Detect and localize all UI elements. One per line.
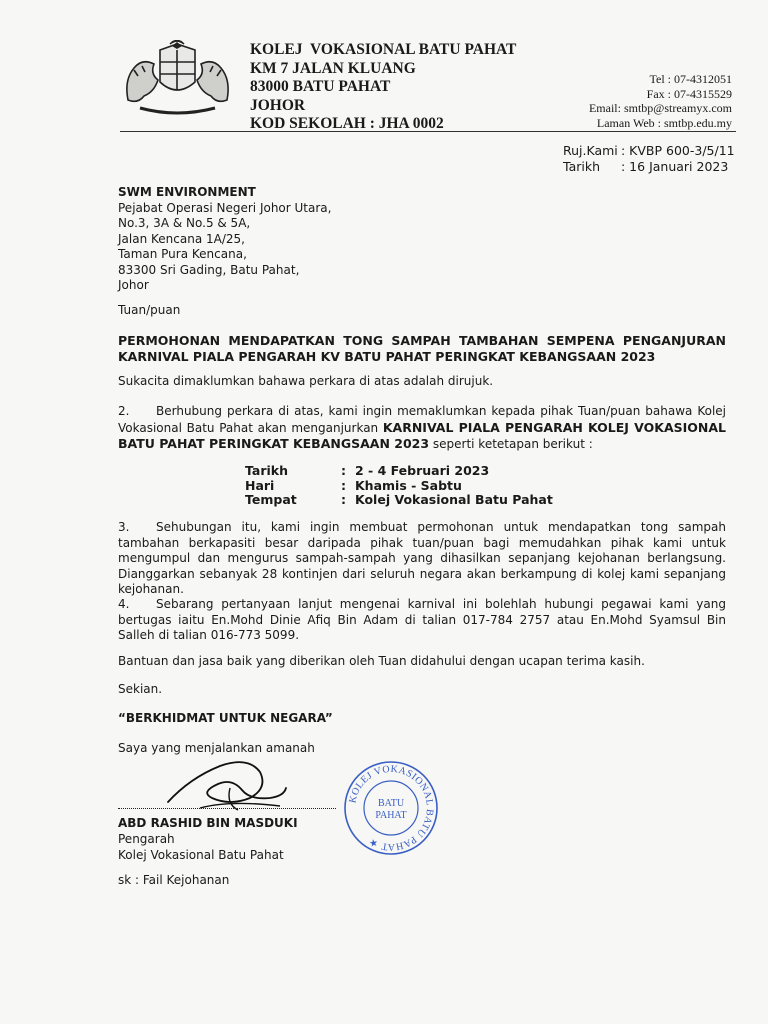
letter-subject: PERMOHONAN MENDAPATKAN TONG SAMPAH TAMBAHAN SEMPENA PENGANJURAN KARNIVAL PIALA PENGARAH KV BATU PAHAT PERINGKAT KEBANGSAAN 2023 (118, 333, 726, 364)
detail-label: Hari (245, 477, 275, 493)
recipient-line: Taman Pura Kencana, (118, 247, 247, 261)
paragraph-2 (118, 404, 726, 453)
stamp-center-bottom: PAHAT (375, 810, 407, 821)
coat-of-arms-logo (120, 40, 235, 120)
recipient-name: SWM ENVIRONMENT (118, 185, 256, 199)
signature-line (118, 808, 336, 809)
paragraph-text: Sebarang pertanyaan lanjut mengenai karnival ini bolehlah hubungi pegawai kami yang bertugas iaitu En.Mohd Dinie Afiq Bin Adam di talian 017-784 2757 atau En.Mohd Syamsul Bin Salleh di talian 016-773 5099. (118, 597, 726, 642)
closing: Sekian. (118, 682, 163, 696)
recipient-line: No.3, 3A & No.5 & 5A, (118, 216, 251, 230)
address-state: JOHOR (250, 96, 306, 114)
carbon-copy: sk : Fail Kejohanan (118, 873, 230, 887)
email: Email: smtbp@streamyx.com (588, 101, 732, 115)
header-divider (120, 131, 736, 132)
contact-block (589, 72, 732, 130)
detail-label: Tarikh (245, 463, 289, 478)
motto: “BERKHIDMAT UNTUK NEGARA” (118, 711, 333, 725)
official-stamp (343, 760, 439, 856)
salutation: Tuan/puan (118, 303, 181, 317)
reference-label: Ruj.Kami (563, 143, 618, 158)
signatory-name: ABD RASHID BIN MASDUKI (118, 816, 298, 830)
recipient-line: 83300 Sri Gading, Batu Pahat, (118, 262, 300, 277)
website: Laman Web : smtbp.edu.my (596, 115, 732, 130)
signatory-organization: Kolej Vokasional Batu Pahat (118, 848, 284, 862)
trust-line: Saya yang menjalankan amanah (118, 741, 315, 755)
institution-name: KOLEJ VOKASIONAL BATU PAHAT (250, 41, 517, 58)
reference-value: : KVBP 600-3/5/11 (621, 143, 735, 158)
address-line-2: 83000 BATU PAHAT (250, 78, 391, 95)
detail-label: Tempat (245, 492, 297, 507)
event-details: Tarikh : 2 - 4 Februari 2023 Hari : Khamis - Sabtu Tempat : Kolej Vokasional Batu Pahat (245, 463, 553, 507)
recipient-line: Jalan Kencana 1A/25, (118, 231, 245, 246)
signatory-title: Pengarah (118, 832, 175, 846)
paragraph-number: 4. (118, 597, 130, 611)
recipient-line: Johor (118, 278, 149, 292)
detail-value: 2 - 4 Februari 2023 (355, 463, 490, 478)
stamp-center-top: BATU (377, 798, 405, 809)
institution-header (250, 41, 516, 134)
paragraph-number: 3. (118, 520, 130, 534)
school-code: KOD SEKOLAH : JHA 0002 (250, 115, 444, 132)
address-line-1: KM 7 JALAN KLUANG (250, 59, 416, 77)
detail-value: Kolej Vokasional Batu Pahat (355, 492, 553, 507)
event-name: KARNIVAL PIALA PENGARAH KOLEJ VOKASIONAL BATU PAHAT PERINGKAT KEBANGSAAN 2023 (118, 419, 726, 451)
fax: Fax : 07-4315529 (646, 86, 732, 101)
reference-block (563, 143, 735, 175)
paragraph-4 (118, 597, 726, 644)
paragraph-number: 2. (118, 404, 130, 418)
recipient-address (118, 185, 331, 294)
paragraph-text: Berhubung perkara di atas, kami ingin memaklumkan kepada pihak Tuan/puan bahawa Kolej Vokasional Batu Pahat akan menganjurkan (118, 404, 726, 435)
paragraph-text: Sehubungan itu, kami ingin membuat permohonan untuk mendapatkan tong sampah tambahan berkapasiti besar daripada pihak tuan/puan bagi memudahkan pihak kami untuk mengumpul dan mengurus sampah-sampah yang dihasilkan sepanjang kejohanan berlangsung. Dianggarkan sebanyak 28 kontinjen dari seluruh negara akan berkampung di kolej kami sepanjang kejohanan. (118, 520, 726, 596)
date-value: : 16 Januari 2023 (621, 159, 729, 174)
detail-value: Khamis - Sabtu (355, 477, 462, 493)
telephone: Tel : 07-4312051 (649, 72, 732, 86)
date-label: Tarikh (563, 159, 600, 174)
recipient-line: Pejabat Operasi Negeri Johor Utara, (118, 200, 332, 215)
stamp-ring-text: KOLEJ VOKASIONAL BATU PAHAT ★ (347, 763, 436, 853)
thanks-paragraph: Bantuan dan jasa baik yang diberikan oleh Tuan didahului dengan ucapan terima kasih. (118, 654, 645, 668)
paragraph-3 (118, 520, 726, 598)
intro-paragraph: Sukacita dimaklumkan bahawa perkara di atas adalah dirujuk. (118, 374, 494, 388)
paragraph-text: seperti ketetapan berikut : (429, 437, 593, 451)
